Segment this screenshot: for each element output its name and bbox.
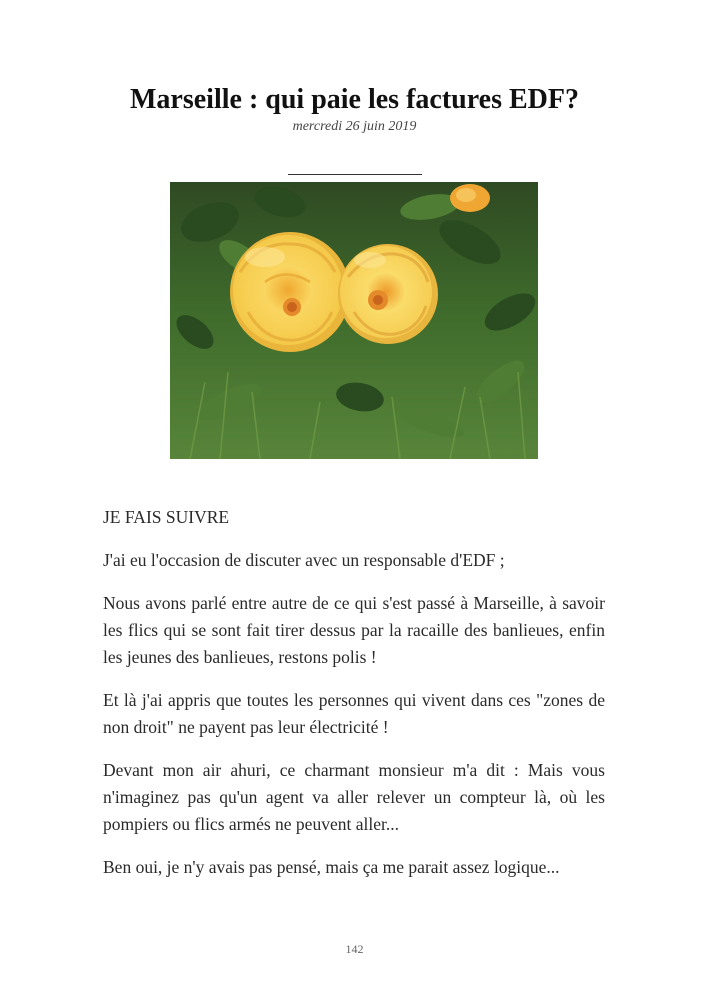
paragraph-4: Et là j'ai appris que toutes les personnes qui vivent dans ces "zones de non droit" ne payent pas leur électricité ! xyxy=(103,690,605,737)
paragraph-3: Nous avons parlé entre autre de ce qui s'est passé à Marseille, à savoir les flics qui se sont fait tirer dessus par la racaille des banlieues, enfin les jeunes des banlieues, restons polis ! xyxy=(103,593,605,667)
post-date: mercredi 26 juin 2019 xyxy=(292,119,417,134)
page-title: Marseille : qui paie les factures EDF? xyxy=(130,84,579,115)
yellow-roses-photo xyxy=(170,182,538,459)
paragraph-1: JE FAIS SUIVRE xyxy=(103,507,230,527)
title-divider xyxy=(288,174,422,175)
paragraph-5: Devant mon air ahuri, ce charmant monsieur m'a dit : Mais vous n'imaginez pas qu'un agent va aller relever un compteur là, où les pompiers ou flics armés ne peuvent aller... xyxy=(103,760,605,834)
paragraph-6: Ben oui, je n'y avais pas pensé, mais ça me parait assez logique... xyxy=(103,857,560,877)
article-body xyxy=(103,504,605,897)
page-number: 142 xyxy=(345,942,364,956)
paragraph-2: J'ai eu l'occasion de discuter avec un responsable d'EDF ; xyxy=(103,550,505,570)
